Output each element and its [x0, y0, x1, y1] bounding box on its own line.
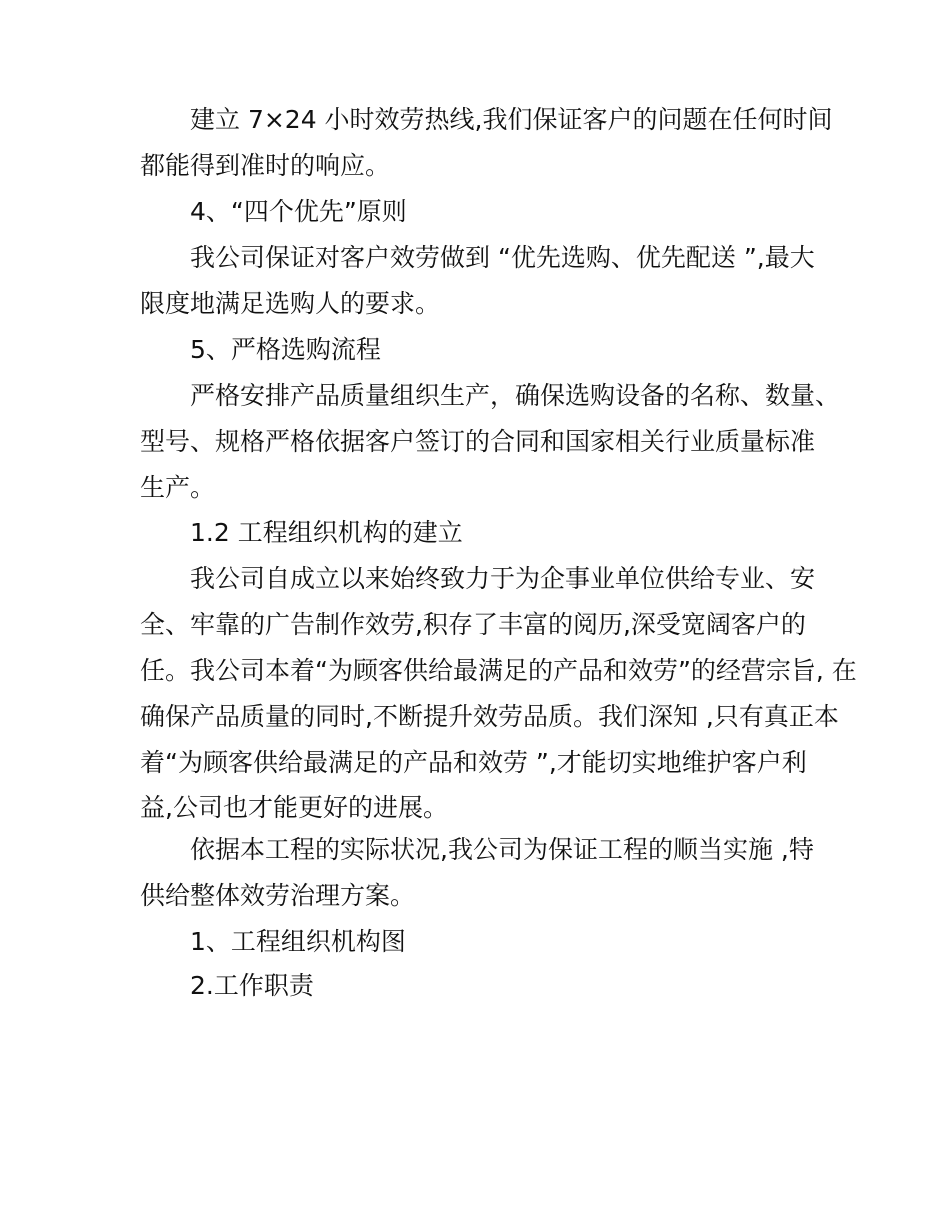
- text-line: 全、牢靠的广告制作效劳,积存了丰富的阅历,深受宽阔客户的: [140, 610, 806, 639]
- text-line: 着“为顾客供给最满足的产品和效劳 ”,才能切实地维护客户利: [140, 748, 807, 777]
- section-heading: 2.工作职责: [190, 971, 314, 1000]
- text-line: 生产。: [140, 473, 216, 502]
- text-line: 严格安排产品质量组织生产，确保选购设备的名称、数量、: [190, 381, 841, 410]
- text-line: 限度地满足选购人的要求。: [140, 289, 441, 318]
- text-line: 任。我公司本着“为顾客供给最满足的产品和效劳”的经营宗旨, 在: [140, 656, 857, 685]
- text-line: 我公司保证对客户效劳做到 “优先选购、优先配送 ”,最大: [190, 243, 815, 272]
- text-line: 供给整体效劳治理方案。: [140, 881, 416, 910]
- text-line: 确保产品质量的同时,不断提升效劳品质。我们深知 ,只有真正本: [140, 702, 839, 731]
- text-line: 依据本工程的实际状况,我公司为保证工程的顺当实施 ,特: [190, 835, 814, 864]
- section-heading: 4、“四个优先”原则: [190, 197, 407, 226]
- text-line: 益,公司也才能更好的进展。: [140, 793, 448, 822]
- section-heading: 1.2 工程组织机构的建立: [190, 518, 463, 547]
- text-line: 都能得到准时的响应。: [140, 151, 391, 180]
- text-line: 建立 7×24 小时效劳热线,我们保证客户的问题在任何时间: [190, 105, 833, 134]
- text-line: 型号、规格严格依据客户签订的合同和国家相关行业质量标准: [140, 427, 816, 456]
- text-line: 我公司自成立以来始终致力于为企事业单位供给专业、安: [190, 564, 816, 593]
- section-heading: 1、工程组织机构图: [190, 927, 406, 956]
- section-heading: 5、严格选购流程: [190, 335, 381, 364]
